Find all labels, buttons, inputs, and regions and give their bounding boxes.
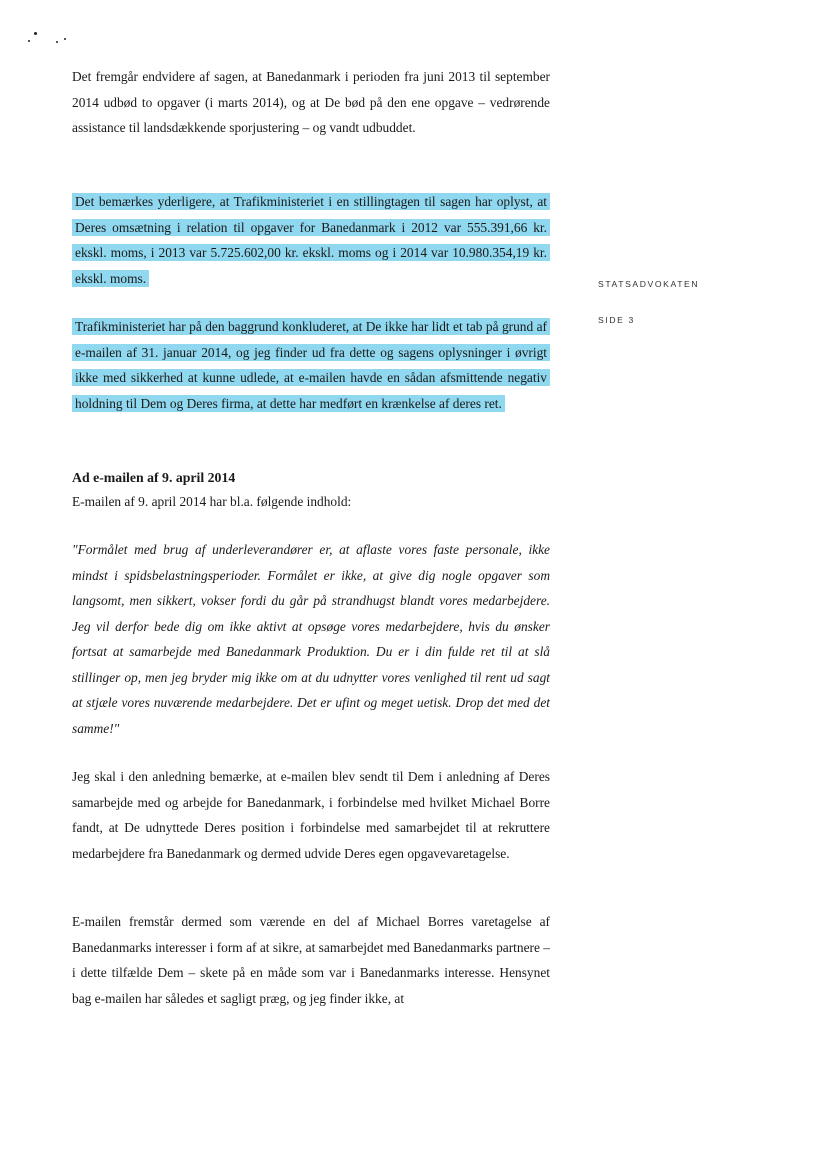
speck <box>64 38 66 40</box>
paragraph-2-highlighted <box>72 189 550 291</box>
speck <box>28 40 30 42</box>
paragraph-1 <box>72 64 550 141</box>
paragraph-text: E-mailen fremstår dermed som værende en del af Michael Borres varetagelse af Banedanmarks interesser i form af at sikre, at samarbejdet med Banedanmarks partnere – i dette tilfælde Dem – skete på en måde som var i Banedanmarks interesse. Hensynet bag e-mailen har således et sagligt præg, og jeg finder ikke, at <box>72 914 550 1006</box>
paragraph-text: Det fremgår endvidere af sagen, at Banedanmark i perioden fra juni 2013 til september 2014 udbød to opgaver (i marts 2014), og at De bød på den ene opgave – vedrørende assistance til landsdækkende sporjustering – og vandt udbuddet. <box>72 69 550 135</box>
paragraph-text: Jeg skal i den anledning bemærke, at e-mailen blev sendt til Dem i anledning af Deres samarbejde med og arbejde for Banedanmark, i forbindelse med hvilket Michael Borre fandt, at De udnyttede Deres position i forbindelse med samarbejdet til at rekruttere medarbejdere fra Banedanmark og dermed udvide Deres egen opgavevaretagelse. <box>72 769 550 861</box>
office-label: STATSADVOKATEN <box>598 279 700 289</box>
page-number: SIDE 3 <box>598 315 635 325</box>
section-heading-block <box>72 468 550 512</box>
quote-intro: E-mailen af 9. april 2014 har bl.a. følgende indhold: <box>72 494 352 509</box>
scan-specks <box>18 28 78 52</box>
highlighted-text: Det bemærkes yderligere, at Trafikministeriet i en stillingtagen til sagen har oplyst, at Deres omsætning i relation til opgaver for Banedanmark i 2012 var 555.391,66 kr. ekskl. moms, i 2013 var 5.725.602,00 kr. ekskl. moms og i 2014 var 10.980.354,19 kr. ekskl. moms. <box>72 193 550 287</box>
highlighted-text: Trafikministeriet har på den baggrund konkluderet, at De ikke har lidt et tab på grund af e-mailen af 31. januar 2014, og jeg finder ud fra dette og sagens oplysninger i øvrigt ikke med sikkerhed at kunne udlede, at e-mailen havde en sådan afsmittende negativ holdning til Dem og Deres firma, at dette har medført en krænkelse af deres ret. <box>72 318 550 412</box>
email-quote <box>72 537 550 741</box>
paragraph-3-highlighted <box>72 314 550 416</box>
paragraph-4 <box>72 764 550 866</box>
paragraph-5 <box>72 909 550 1011</box>
speck <box>56 41 58 43</box>
section-heading: Ad e-mailen af 9. april 2014 <box>72 470 236 485</box>
quote-text: "Formålet med brug af underleverandører er, at aflaste vores faste personale, ikke mindst i spidsbelastningsperioder. Formålet er ikke, at give dig nogle opgaver som langsomt, men sikkert, vokser fordi du går på strandhugst blandt vores medarbejdere. Jeg vil derfor bede dig om ikke aktivt at opsøge vores medarbejdere, hvis du ønsker fortsat at samarbejde med Banedanmark Produktion. Du er i din fulde ret til at slå stillinger op, men jeg bryder mig ikke om at du udnytter vores venlighed til rent ud sagt at stjæle vores nuværende medarbejdere. Det er ufint og meget uetisk. Drop det med det samme!" <box>72 542 550 736</box>
speck <box>34 32 37 35</box>
